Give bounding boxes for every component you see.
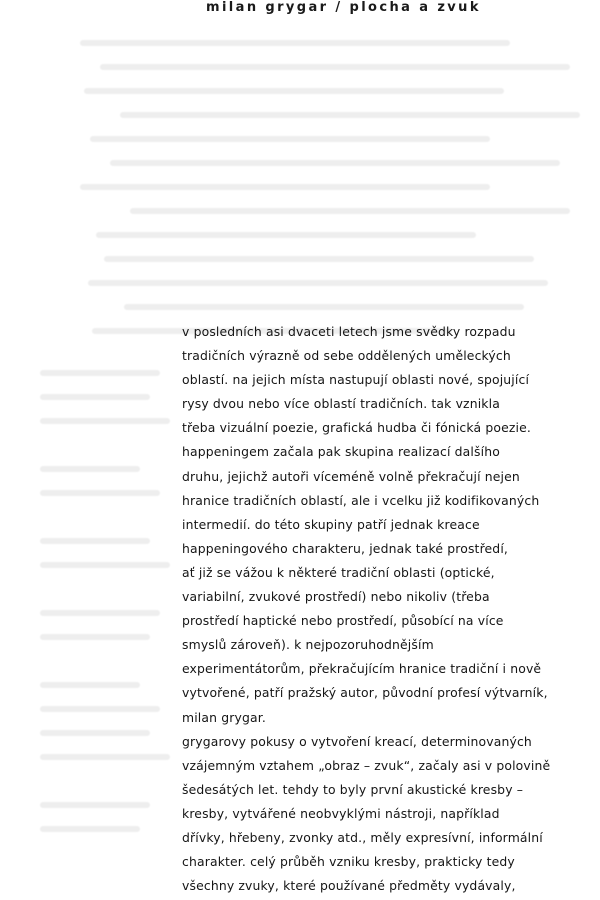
ghost-line [104, 256, 534, 262]
ghost-line [90, 136, 490, 142]
text-line: tradičních výrazně od sebe oddělených uměleckých [182, 348, 511, 364]
ghost-line [110, 160, 560, 166]
text-line: kresby, vytvářené neobvyklými nástroji, například [182, 805, 500, 821]
ghost-line [40, 754, 170, 760]
ghost-line [40, 466, 140, 472]
ghost-line [84, 88, 504, 94]
article-body [182, 320, 582, 898]
ghost-line [40, 610, 160, 616]
ghost-line [40, 706, 160, 712]
text-line: variabilní, zvukové prostředí) nebo nikoliv (třeba [182, 589, 490, 605]
ghost-line [40, 562, 170, 568]
ghost-line [80, 184, 490, 190]
text-line: třeba vizuální poezie, grafická hudba či fónická poezie. [182, 420, 531, 436]
ghost-line [40, 418, 170, 424]
text-line: všechny zvuky, které používané předměty vydávaly, [182, 878, 516, 894]
paragraph [182, 320, 582, 730]
text-line: vytvořené, patří pražský autor, původní profesí výtvarník, [182, 685, 548, 701]
header-title: milan grygar / plocha a zvuk [206, 0, 481, 15]
text-line: prostředí haptické nebo prostředí, působící na více [182, 613, 504, 629]
text-line: druhu, jejichž autoři víceméně volně překračují nejen [182, 468, 520, 484]
paragraph [182, 730, 582, 899]
ghost-line [40, 370, 160, 376]
ghost-line [88, 280, 548, 286]
ghost-line [80, 40, 510, 46]
text-line: happeningem začala pak skupina realizací dalšího [182, 444, 500, 460]
ghost-line [40, 826, 140, 832]
text-line: grygarovy pokusy o vytvoření kreací, determinovaných [182, 733, 532, 749]
text-line: v posledních asi dvaceti letech jsme svědky rozpadu [182, 324, 516, 339]
text-line: smyslů zároveň). k nejpozoruhodnějším [182, 637, 434, 653]
ghost-line [130, 208, 570, 214]
ghost-line [40, 802, 150, 808]
ghost-line [124, 304, 524, 310]
text-line: rysy dvou nebo více oblastí tradičních. tak vznikla [182, 396, 500, 412]
text-line: charakter. celý průběh vzniku kresby, prakticky tedy [182, 854, 515, 870]
ghost-line [40, 634, 150, 640]
ghost-line [40, 538, 150, 544]
text-line: happeningového charakteru, jednak také prostředí, [182, 540, 509, 556]
ghost-line [40, 682, 140, 688]
text-line: šedesátých let. tehdy to byly první akustické kresby – [182, 781, 524, 797]
ghost-line [120, 112, 580, 118]
text-line: experimentátorům, překračujícím hranice tradiční i nově [182, 661, 542, 677]
ghost-line [100, 64, 570, 70]
text-line: intermedií. do této skupiny patří jednak kreace [182, 516, 480, 532]
ghost-line [96, 232, 476, 238]
text-line: hranice tradičních oblastí, ale i vcelku již kodifikovaných [182, 492, 540, 508]
text-line: dřívky, hřebeny, zvonky atd., měly expresívní, informální [182, 829, 543, 845]
ghost-line [40, 394, 150, 400]
text-line: milan grygar. [182, 709, 266, 725]
text-line: ať již se vážou k některé tradiční oblasti (optické, [182, 564, 495, 580]
ghost-line [40, 730, 150, 736]
ghost-line [40, 490, 160, 496]
running-header [206, 0, 506, 15]
text-line: oblastí. na jejich místa nastupují oblasti nové, spojující [182, 372, 530, 388]
text-line: vzájemným vztahem „obraz – zvuk“, začaly asi v polovině [182, 757, 551, 773]
